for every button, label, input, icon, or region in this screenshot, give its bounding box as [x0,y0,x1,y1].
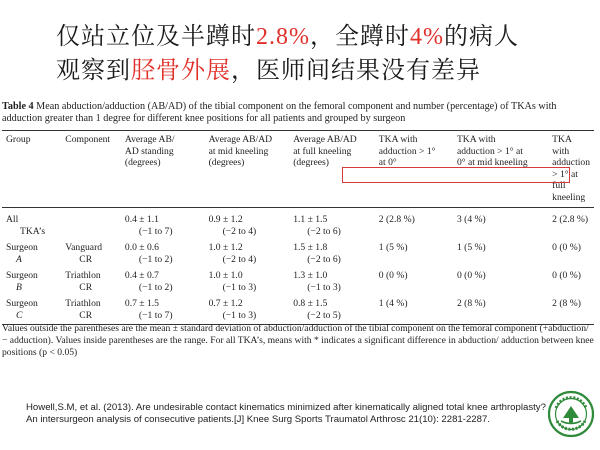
slide-heading [56,20,576,87]
col-header-mid: Average AB/AD at mid kneeling (degrees) [205,131,290,208]
cell-tkamid: 2 (8 %) [456,298,486,309]
cell-full: 1.1 ± 1.5 (−2 to 6) [293,214,341,237]
cell-tkamid: 3 (4 %) [456,214,486,225]
heading-highlight: 2.8% [256,24,310,50]
cell-standing: 0.0 ± 0.6 (−1 to 2) [124,242,173,265]
heading-line-2 [56,54,576,87]
cell-tkafull: 0 (0 %) [552,242,581,253]
cell-mid: 0.9 ± 1.2 (−2 to 4) [208,214,257,237]
table-row [2,240,594,268]
cell-standing: 0.4 ± 1.1 (−1 to 7) [124,214,173,237]
table-caption [2,101,594,125]
table-row [2,208,594,241]
cell-group: All TKA’s [6,214,46,237]
cell-standing: 0.4 ± 0.7 (−1 to 2) [124,270,173,293]
col-header-standing: Average AB/ AD standing (degrees) [121,131,205,208]
table-row [2,268,594,296]
col-header-tka0: TKA with adduction > 1° at 0° [375,131,453,208]
cell-tkafull: 2 (8 %) [552,298,581,309]
cell-tka0: 0 (0 %) [378,270,408,281]
table-row [2,296,594,325]
cell-tka0: 1 (5 %) [378,242,408,253]
heading-highlight: 4% [410,24,444,50]
cell-group: Surgeon C [6,298,38,321]
heading-text: 的病人 [444,22,519,50]
university-emblem-icon [547,390,595,438]
cell-mid: 0.7 ± 1.2 (−1 to 3) [208,298,257,321]
table-label: Table 4 [2,101,34,112]
cell-tkamid: 1 (5 %) [456,242,486,253]
cell-standing: 0.7 ± 1.5 (−1 to 7) [124,298,173,321]
table-caption-text: Mean abduction/adduction (AB/AD) of the tibial component on the femoral component and number (percentage) of TKAs with adduction greater than 1 degree for different knee positions for all patients and grouped by surgeon [2,101,557,124]
cell-tka0: 1 (4 %) [378,298,408,309]
heading-text: 观察到 [56,56,131,84]
reference-citation: Howell,S.M, et al. (2013). Are undesirable contact kinematics minimized after kinematically aligned total knee arthroplasty? An intersurgeon analysis of consecutive patients.[J] Knee Surg Sports Traumatol Arthrosc 21(10): 2281-2287. [26,402,546,425]
cell-full: 0.8 ± 1.5 (−2 to 5) [293,298,341,321]
cell-tkafull: 2 (2.8 %) [552,214,589,225]
cell-tkafull: 0 (0 %) [552,270,581,281]
heading-text: ，医师间结果没有差异 [231,56,481,84]
cell-component: Triathlon CR [65,270,101,293]
heading-highlight: 胫骨外展 [131,56,231,84]
cell-mid: 1.0 ± 1.0 (−1 to 3) [208,270,257,293]
table-footnote: Values outside the parentheses are the mean ± standard deviation of abduction/adduction of the tibial component on the femoral component (+abduction/− adduction). Values inside parentheses are the range. For all TKA’s, means with * indicates a significant difference in abduction/ adduction between knee positions (p < 0.05) [2,323,594,358]
highlight-box [342,167,570,183]
cell-tkamid: 0 (0 %) [456,270,486,281]
cell-group: Surgeon B [6,270,38,293]
heading-text: ，全蹲时 [310,22,410,50]
col-header-component: Component [61,131,121,208]
cell-tka0: 2 (2.8 %) [378,214,415,225]
heading-line-1 [56,20,576,54]
data-table [2,130,594,325]
col-header-tkamid: TKA with adduction > 1° at 0° at mid kneeling [453,131,548,208]
cell-component: Vanguard CR [65,242,103,265]
cell-component: Triathlon CR [65,298,101,321]
cell-full: 1.3 ± 1.0 (−1 to 3) [293,270,341,293]
heading-text: 仅站立位及半蹲时 [56,22,256,50]
col-header-tkafull: TKA with adduction > 1° at full kneeling [548,131,594,208]
cell-component [61,208,121,241]
cell-group: Surgeon A [6,242,38,265]
col-header-full: Average AB/AD at full kneeling (degrees) [289,131,375,208]
cell-mid: 1.0 ± 1.2 (−2 to 4) [208,242,257,265]
cell-full: 1.5 ± 1.8 (−2 to 6) [293,242,341,265]
col-header-group: Group [2,131,61,208]
